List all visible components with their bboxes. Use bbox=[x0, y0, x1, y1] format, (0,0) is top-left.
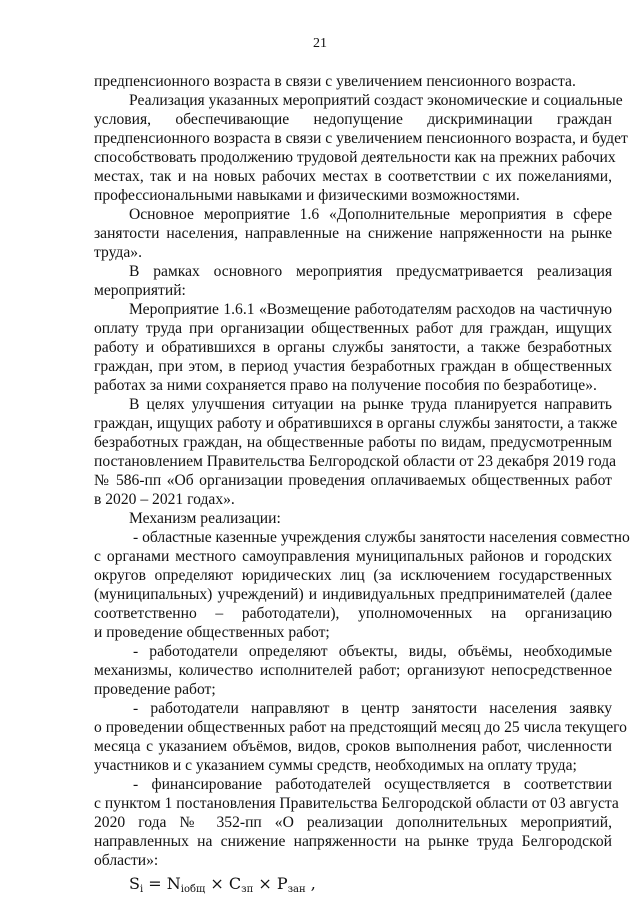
text-line: проведение работ; bbox=[94, 681, 216, 698]
text-line: В рамках основного мероприятия предусматривается реализация bbox=[129, 263, 612, 280]
text-line: местах, так и на новых рабочих местах в соответствии с их пожеланиями, bbox=[94, 168, 612, 185]
text-line: работах за ними сохраняется право на получение пособия по безработице». bbox=[94, 377, 597, 394]
text-line: профессиональными навыками и физическими возможностями. bbox=[94, 187, 520, 204]
formula-n: N bbox=[166, 874, 181, 893]
page-number: 21 bbox=[313, 36, 327, 51]
formula-s-subscript: i bbox=[139, 884, 144, 895]
text-line: 2020 года № 352-пп «О реализации дополнительных мероприятий, bbox=[94, 814, 612, 831]
text-line: Основное мероприятие 1.6 «Дополнительные мероприятия в сфере bbox=[129, 206, 612, 223]
text-line: безработных граждан, на общественные работы по видам, предусмотренным bbox=[94, 434, 612, 451]
text-line: (муниципальных) учреждений) и индивидуальных предпринимателей (далее bbox=[94, 586, 612, 603]
text-line: в 2020 – 2021 годах». bbox=[94, 491, 235, 508]
formula-tail: , bbox=[305, 874, 316, 893]
formula-n-subscript: iобщ bbox=[180, 884, 206, 895]
text-line: Реализация указанных мероприятий создаст экономические и социальные bbox=[129, 92, 623, 109]
text-line: с органами местного самоуправления муниципальных районов и городских bbox=[94, 548, 612, 565]
text-line: предпенсионного возраста в связи с увеличением пенсионного возраста. bbox=[94, 73, 576, 90]
text-line: соответственно – работодатели), уполномоченных на организацию bbox=[94, 605, 612, 622]
text-line: способствовать продолжению трудовой деятельности как на прежних рабочих bbox=[94, 149, 616, 166]
formula-times: × bbox=[253, 874, 277, 893]
formula bbox=[129, 874, 316, 900]
formula-times: × bbox=[205, 874, 229, 893]
text-line: занятости населения, направленные на снижение напряженности на рынке bbox=[94, 225, 612, 242]
text-line: условия, обеспечивающие недопущение дискриминации граждан bbox=[94, 111, 612, 128]
text-line: № 586-пп «Об организации проведения оплачиваемых общественных работ bbox=[94, 472, 612, 489]
text-line: Мероприятие 1.6.1 «Возмещение работодателям расходов на частичную bbox=[129, 301, 612, 318]
text-line: округов определяют юридических лиц (за исключением государственных bbox=[94, 567, 612, 584]
text-line: Механизм реализации: bbox=[129, 510, 281, 527]
text-line: граждан, ищущих работу и обратившихся в органы службы занятости, а также bbox=[94, 415, 618, 432]
text-line: и проведение общественных работ; bbox=[94, 624, 330, 641]
text-line: о проведении общественных работ на предстоящий месяц до 25 числа текущего bbox=[94, 719, 627, 736]
text-line: работу и обратившихся в органы службы занятости, а также безработных bbox=[94, 339, 612, 356]
text-line: - областные казенные учреждения службы занятости населения совместно bbox=[133, 529, 630, 546]
formula-p: P bbox=[276, 874, 288, 893]
text-line: постановлением Правительства Белгородской области от 23 декабря 2019 года bbox=[94, 453, 617, 470]
text-line: механизмы, количество исполнителей работ; организуют непосредственное bbox=[94, 662, 612, 679]
text-line: - работодатели направляют в центр занятости населения заявку bbox=[133, 700, 612, 717]
formula-p-subscript: зан bbox=[287, 884, 306, 895]
text-line: - работодатели определяют объекты, виды, объёмы, необходимые bbox=[133, 643, 612, 660]
text-line: с пунктом 1 постановления Правительства Белгородской области от 03 августа bbox=[94, 795, 619, 812]
text-line: мероприятий: bbox=[94, 282, 186, 299]
text-line: граждан, при этом, в период участия безработных граждан в общественных bbox=[94, 358, 612, 375]
text-line: направленных на снижение напряженности на рынке труда Белгородской bbox=[94, 833, 612, 850]
formula-s: S bbox=[129, 874, 140, 893]
formula-c: C bbox=[228, 874, 242, 893]
text-line: месяца с указанием объёмов, видов, сроков выполнения работ, численности bbox=[94, 738, 612, 755]
text-line: В целях улучшения ситуации на рынке труда планируется направить bbox=[129, 396, 612, 413]
formula-equals: = bbox=[143, 874, 167, 893]
text-line: труда». bbox=[94, 244, 142, 261]
text-line: оплату труда при организации общественных работ для граждан, ищущих bbox=[94, 320, 612, 337]
text-line: участников и с указанием суммы средств, необходимых на оплату труда; bbox=[94, 757, 577, 774]
text-line: - финансирование работодателей осуществляется в соответствии bbox=[133, 776, 612, 793]
text-line: предпенсионного возраста в связи с увеличением пенсионного возраста, и будет bbox=[94, 130, 628, 147]
formula-c-subscript: зп bbox=[241, 884, 254, 895]
text-line: области»: bbox=[94, 852, 159, 869]
